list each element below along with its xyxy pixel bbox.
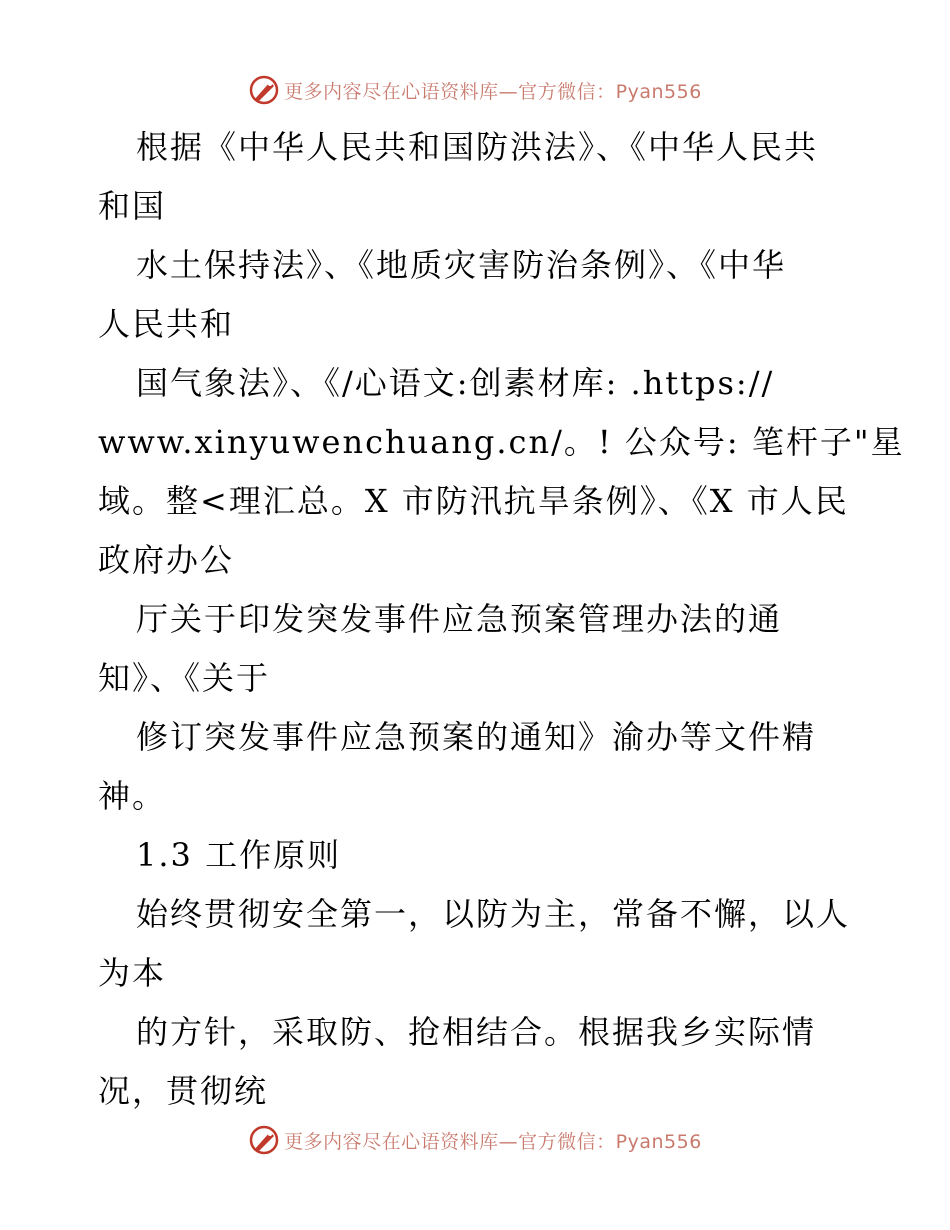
pen-nib-icon	[248, 1124, 280, 1156]
document-body	[98, 118, 905, 1121]
body-line: 政府办公	[98, 541, 235, 579]
section-heading: 1.3 工作原则	[136, 836, 342, 874]
body-line: 知》、《关于	[98, 659, 271, 697]
body-line: 始终贯彻安全第一，以防为主，常备不懈，以人	[136, 895, 851, 933]
body-line: 人民共和	[98, 305, 235, 343]
footer-watermark-text: 更多内容尽在心语资料库—官方微信：Pyan556	[284, 1130, 702, 1153]
body-line: 的方针，采取防、抢相结合。根据我乡实际情	[136, 1013, 817, 1051]
body-line: 厅关于印发突发事件应急预案管理办法的通	[136, 600, 783, 638]
body-line: 根据《中华人民共和国防洪法》、《中华人民共	[136, 128, 819, 166]
body-line: 为本	[98, 954, 167, 992]
body-line: 修订突发事件应急预案的通知》渝办等文件精	[136, 718, 817, 756]
body-line: 神。	[98, 777, 167, 815]
body-line: 域。整<理汇总。X 市防汛抗旱条例》、《X 市人民	[98, 482, 849, 520]
body-line: 国气象法》、《/心语文:创素材库: .https://	[136, 364, 775, 402]
header-watermark-text: 更多内容尽在心语资料库—官方微信：Pyan556	[284, 80, 702, 103]
body-line: 况，贯彻统	[98, 1072, 269, 1110]
body-line: 和国	[98, 187, 167, 225]
body-line: www.xinyuwenchuang.cn/。! 公众号: 笔杆子"星	[98, 423, 905, 461]
pen-nib-icon	[248, 74, 280, 106]
body-line: 水土保持法》、《地质灾害防治条例》、《中华	[136, 246, 787, 284]
footer-watermark	[0, 1120, 950, 1160]
header-watermark	[0, 70, 950, 110]
